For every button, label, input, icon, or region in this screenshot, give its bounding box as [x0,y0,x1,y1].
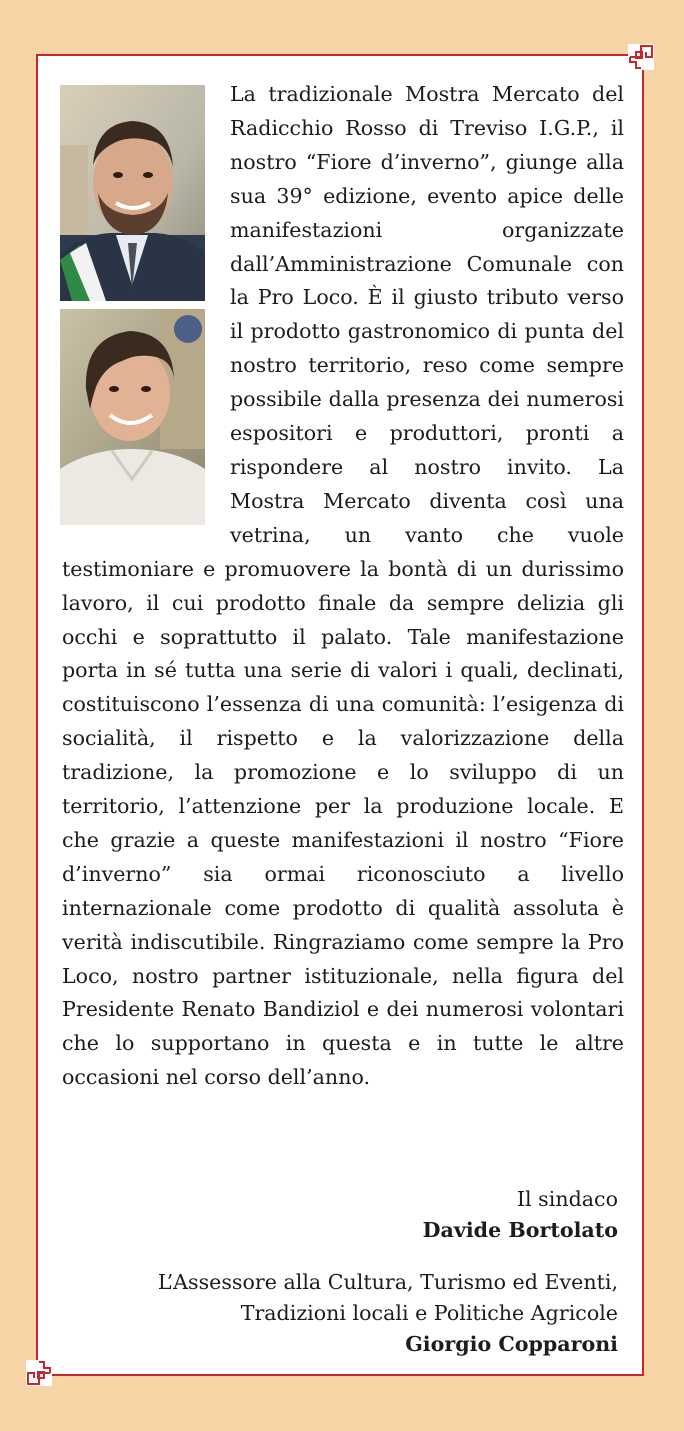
corner-ornament-top-right [628,44,654,70]
mayor-name: Davide Bortolato [422,1218,618,1242]
councillor-signature [158,1267,618,1360]
councillor-role-line-2: Tradizioni locali e Politiche Agricole [240,1301,618,1325]
photo-spacer [62,78,230,544]
mayor-role: Il sindaco [516,1187,618,1211]
corner-ornament-bottom-left [26,1360,52,1386]
councillor-name: Giorgio Copparoni [405,1332,618,1356]
councillor-role-line-1: L’Assessore alla Cultura, Turismo ed Eventi, [157,1270,618,1294]
letter-body [62,78,624,1095]
mayor-signature [423,1184,618,1246]
letter-paragraph: La tradizionale Mostra Mercato del Radicchio Rosso di Treviso I.G.P., il nostro “Fiore d’inverno”, giunge alla sua 39° edizione, evento apice delle manifestazioni organizzate dall’Amministrazione Comunale con la Pro Loco. È il giusto tributo verso il prodotto gastronomico di punta del nostro territorio, reso come sempre possibile dalla presenza dei numerosi espositori e produttori, pronti a rispondere al nostro invito. La Mostra Mercato diventa così una vetrina, un vanto che vuole testimoniare e promuovere la bontà di un durissimo lavoro, il cui prodotto finale da sempre delizia gli occhi e soprattutto il palato. Tale manifestazione porta in sé tutta una serie di valori i quali, declinati, costituiscono l’essenza di una comunità: l’esigenza di socialità, il rispetto e la valorizzazione della tradizione, la promozione e lo sviluppo di un territorio, l’attenzione per la produzione locale. E che grazie a queste manifestazioni il nostro “Fiore d’inverno” sia ormai riconosciuto a livello internazionale come prodotto di qualità assoluta è verità indiscutibile. Ringraziamo come sempre la Pro Loco, nostro partner istituzionale, nella figura del Presidente Renato Bandiziol e dei numerosi volontari che lo supportano in questa e in tutte le altre occasioni nel corso dell’anno. [62,82,624,1090]
letter-panel [36,54,644,1376]
